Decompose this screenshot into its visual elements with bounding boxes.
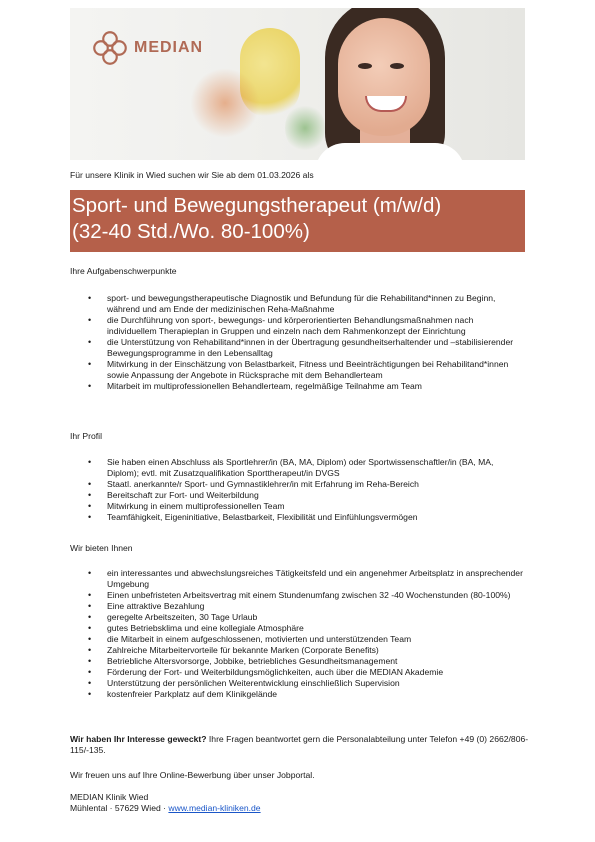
list-item: • Einen unbefristeten Arbeitsvertrag mit einem Stundenumfang zwischen 32 -40 Wochenstunden (80-100%) bbox=[70, 590, 525, 601]
list-item: • Unterstützung der persönlichen Weiterentwicklung einschließlich Supervision bbox=[70, 678, 525, 689]
tasks-list bbox=[70, 293, 525, 392]
list-item: • Betriebliche Altersvorsorge, Jobbike, betriebliches Gesundheitsmanagement bbox=[70, 656, 525, 667]
hero-image bbox=[70, 8, 525, 160]
intro-text: Für unsere Klinik in Wied suchen wir Sie ab dem 01.03.2026 als bbox=[70, 170, 314, 180]
job-title-banner bbox=[70, 190, 525, 252]
offer-heading: Wir bieten Ihnen bbox=[70, 543, 133, 553]
list-item: • Staatl. anerkannte/r Sport- und Gymnastiklehrer/in mit Erfahrung im Reha-Bereich bbox=[70, 479, 525, 490]
list-item: • die Mitarbeit in einem aufgeschlossenen, motivierten und unterstützenden Team bbox=[70, 634, 525, 645]
contact-text: Ihre Fragen beantwortet gern die Personalabteilung unter Telefon +49 (0) 2662/806-115/-135. bbox=[70, 734, 529, 755]
list-item: • Zahlreiche Mitarbeitervorteile für bekannte Marken (Corporate Benefits) bbox=[70, 645, 525, 656]
contact-question: Wir haben Ihr Interesse geweckt? bbox=[70, 734, 207, 744]
list-item: • Mitarbeit im multiprofessionellen Behandlerteam, regelmäßige Teilnahme am Team bbox=[70, 381, 525, 392]
list-item: • gutes Betriebsklima und eine kollegiale Atmosphäre bbox=[70, 623, 525, 634]
list-item: • Mitwirkung in einem multiprofessionellen Team bbox=[70, 501, 525, 512]
footer-address-text: Mühlental · 57629 Wied · bbox=[70, 803, 169, 813]
footer-address bbox=[70, 803, 530, 814]
list-item: • Eine attraktive Bezahlung bbox=[70, 601, 525, 612]
contact-paragraph bbox=[70, 734, 530, 756]
list-item: • geregelte Arbeitszeiten, 30 Tage Urlaub bbox=[70, 612, 525, 623]
list-item: • Teamfähigkeit, Eigeninitiative, Belastbarkeit, Flexibilität und Einfühlungsvermögen bbox=[70, 512, 525, 523]
apply-text: Wir freuen uns auf Ihre Online-Bewerbung über unser Jobportal. bbox=[70, 770, 315, 780]
list-item: • Sie haben einen Abschluss als Sportlehrer/in (BA, MA, Diplom) oder Sportwissenschaftler/in (BA, MA, Diplom); evtl. mit Zusatzqualifikation Sporttherapeut/in DVGS bbox=[70, 457, 525, 479]
tasks-heading: Ihre Aufgabenschwerpunkte bbox=[70, 266, 177, 276]
list-item: • Mitwirkung in der Einschätzung von Belastbarkeit, Fitness und Beeinträchtigungen bei Rehabilitand*innen sowie Anpassung der Angebote in Rücksprache mit dem Behandlerteam bbox=[70, 359, 525, 381]
list-item: • Förderung der Fort- und Weiterbildungsmöglichkeiten, auch über die MEDIAN Akademie bbox=[70, 667, 525, 678]
job-title-line1: Sport- und Bewegungstherapeut (m/w/d) bbox=[72, 194, 442, 217]
clover-icon bbox=[92, 30, 128, 66]
list-item: • kostenfreier Parkplatz auf dem Klinikgelände bbox=[70, 689, 525, 700]
profile-heading: Ihr Profil bbox=[70, 431, 102, 441]
profile-list bbox=[70, 457, 525, 523]
offer-list bbox=[70, 568, 525, 700]
list-item: • die Unterstützung von Rehabilitand*innen in der Übertragung gesundheitserhaltender und –stabilisierender Bewegungsprogramme in den Lebensalltag bbox=[70, 337, 525, 359]
list-item: • sport- und bewegungstherapeutische Diagnostik und Befundung für die Rehabilitand*innen zu Beginn, während und am Ende der medizinischen Reha-Maßnahme bbox=[70, 293, 525, 315]
job-title-line2: (32-40 Std./Wo. 80-100%) bbox=[72, 220, 310, 243]
list-item: • Bereitschaft zur Fort- und Weiterbildung bbox=[70, 490, 525, 501]
list-item: • die Durchführung von sport-, bewegungs- und körperorientierten Behandlungsmaßnahmen nach individuellem Therapieplan in Gruppen und einzeln nach dem Rahmenkonzept der Einrichtung bbox=[70, 315, 525, 337]
list-item: • ein interessantes und abwechslungsreiches Tätigkeitsfeld und ein angenehmer Arbeitsplatz in ansprechender Umgebung bbox=[70, 568, 525, 590]
website-link[interactable]: www.median-kliniken.de bbox=[168, 803, 261, 813]
footer-clinic: MEDIAN Klinik Wied bbox=[70, 792, 149, 802]
median-logo bbox=[92, 30, 203, 66]
job-title bbox=[72, 193, 441, 245]
logo-text: MEDIAN bbox=[134, 39, 204, 56]
